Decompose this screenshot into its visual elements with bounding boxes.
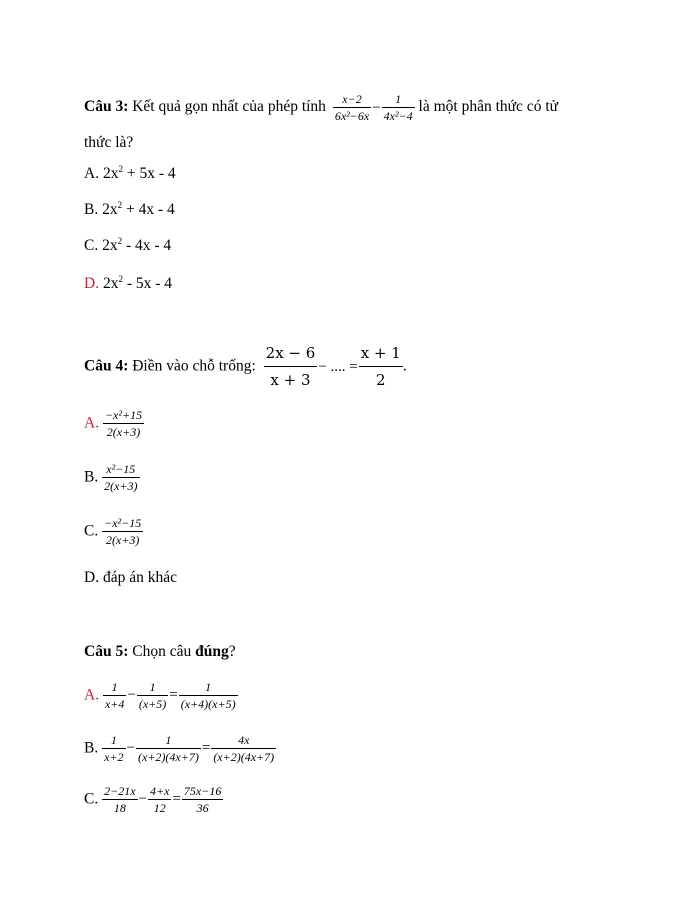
minus-sign: − bbox=[126, 740, 135, 757]
q3-option-b bbox=[84, 200, 175, 220]
q4-option-d bbox=[84, 568, 177, 588]
option-label: D. bbox=[84, 569, 100, 586]
q3-fraction-1 bbox=[333, 92, 371, 123]
q4-equation-blank: − .... = bbox=[318, 358, 358, 375]
denominator: (x+4)(x+5) bbox=[180, 696, 236, 711]
equals-sign: = bbox=[201, 740, 211, 757]
fraction bbox=[211, 733, 276, 764]
denominator: 2(x+3) bbox=[105, 532, 140, 547]
option-label: C. bbox=[84, 522, 99, 540]
equals-sign: = bbox=[169, 687, 178, 704]
option-label-correct: A. bbox=[84, 686, 100, 704]
numerator: 1 bbox=[137, 680, 168, 696]
q3-stem-line1 bbox=[84, 92, 558, 123]
q4-option-b bbox=[84, 460, 140, 494]
option-label: B. bbox=[84, 739, 99, 757]
numerator: 75x−16 bbox=[183, 783, 222, 798]
numerator: 4+x bbox=[150, 783, 170, 798]
numerator: −x²−15 bbox=[104, 515, 142, 530]
option-text: 2x bbox=[102, 201, 118, 218]
denominator: (x+2)(4x+7) bbox=[138, 749, 199, 764]
q3-option-a bbox=[84, 164, 176, 184]
denominator: (x+2)(4x+7) bbox=[213, 749, 275, 764]
q4-option-c-fraction bbox=[102, 516, 143, 547]
q3-fraction-1-denominator: 6x²−6x bbox=[334, 109, 370, 123]
option-text: + 5x - 4 bbox=[122, 165, 176, 182]
q3-minus: − bbox=[372, 99, 381, 116]
q5-stem-before: Chọn câu bbox=[132, 643, 196, 660]
q4-right-numerator: x + 1 bbox=[359, 344, 403, 367]
fraction bbox=[103, 680, 126, 711]
option-label: B. bbox=[84, 201, 99, 218]
denominator: (x+5) bbox=[138, 696, 167, 711]
q5-stem-bold: đúng bbox=[195, 643, 229, 660]
q4-stem: Điền vào chỗ trống: bbox=[132, 357, 256, 375]
option-text: - 5x - 4 bbox=[122, 275, 173, 292]
option-label: C. bbox=[84, 790, 99, 808]
q3-stem-before: Kết quả gọn nhất của phép tính bbox=[132, 98, 326, 116]
q4-left-denominator: x + 3 bbox=[270, 371, 311, 389]
q3-stem-after: là một phân thức có tử bbox=[418, 98, 559, 116]
option-text: 2x bbox=[102, 275, 119, 292]
q4-equation-right-fraction bbox=[359, 344, 403, 389]
option-text: 2x bbox=[102, 237, 118, 254]
q5-option-a bbox=[84, 678, 238, 712]
numerator: −x²+15 bbox=[104, 407, 143, 422]
numerator: x²−15 bbox=[102, 462, 139, 478]
option-text: 2x bbox=[102, 165, 119, 182]
denominator: 12 bbox=[153, 800, 166, 815]
q5-stem-line bbox=[84, 642, 236, 662]
q4-equation-period: . bbox=[402, 357, 407, 375]
q4-option-b-fraction bbox=[102, 462, 139, 493]
option-label-correct: A. bbox=[84, 414, 100, 432]
exponent: 2 bbox=[118, 274, 123, 284]
numerator: 1 bbox=[102, 733, 125, 749]
equals-sign: = bbox=[172, 791, 181, 808]
numerator: 1 bbox=[179, 680, 238, 696]
q4-equation-left-fraction bbox=[264, 344, 318, 389]
minus-sign: − bbox=[127, 687, 136, 704]
q5-heading: Câu 5: bbox=[84, 643, 129, 660]
denominator: 2(x+3) bbox=[104, 478, 138, 493]
q4-left-numerator: 2x − 6 bbox=[264, 344, 318, 367]
denominator: x+2 bbox=[104, 749, 124, 764]
option-label-correct: D. bbox=[84, 275, 100, 292]
option-label: B. bbox=[84, 468, 99, 486]
q4-heading: Câu 4: bbox=[84, 357, 129, 375]
q3-stem-line2: thức là? bbox=[84, 134, 134, 151]
fraction bbox=[102, 784, 137, 815]
q4-option-a-fraction bbox=[103, 408, 144, 439]
q4-option-a bbox=[84, 406, 144, 440]
q3-option-d bbox=[84, 274, 172, 294]
q5-option-b bbox=[84, 731, 276, 765]
denominator: x+4 bbox=[104, 696, 125, 711]
q3-heading: Câu 3: bbox=[84, 98, 129, 116]
q4-option-c bbox=[84, 514, 143, 548]
fraction bbox=[179, 680, 238, 711]
numerator: 1 bbox=[136, 733, 201, 749]
option-text: + 4x - 4 bbox=[122, 201, 175, 218]
denominator: 2(x+3) bbox=[106, 424, 141, 439]
numerator: 4x bbox=[211, 733, 276, 749]
option-text: đáp án khác bbox=[102, 569, 177, 586]
fraction bbox=[136, 733, 201, 764]
fraction bbox=[148, 784, 171, 815]
exponent: 2 bbox=[117, 200, 123, 210]
option-label: C. bbox=[84, 237, 99, 254]
q3-fraction-2-denominator: 4x²−4 bbox=[383, 109, 413, 123]
q4-stem-line bbox=[84, 344, 407, 389]
minus-sign: − bbox=[138, 791, 147, 808]
q3-option-c bbox=[84, 236, 171, 256]
option-label: A. bbox=[84, 165, 100, 182]
denominator: 36 bbox=[196, 800, 209, 815]
q3-fraction-2 bbox=[382, 92, 415, 123]
fraction bbox=[182, 784, 223, 815]
option-text: - 4x - 4 bbox=[122, 237, 172, 254]
fraction bbox=[137, 680, 168, 711]
q3-fraction-1-numerator: x−2 bbox=[333, 92, 371, 108]
exponent: 2 bbox=[118, 164, 123, 174]
denominator: 18 bbox=[113, 800, 126, 815]
q3-fraction-2-numerator: 1 bbox=[382, 92, 415, 108]
numerator: 2−21x bbox=[104, 783, 136, 798]
numerator: 1 bbox=[103, 680, 126, 696]
q5-stem-after: ? bbox=[228, 643, 236, 660]
exponent: 2 bbox=[117, 236, 123, 246]
q4-right-denominator: 2 bbox=[376, 371, 386, 389]
fraction bbox=[102, 733, 125, 764]
q5-option-c bbox=[84, 782, 223, 816]
